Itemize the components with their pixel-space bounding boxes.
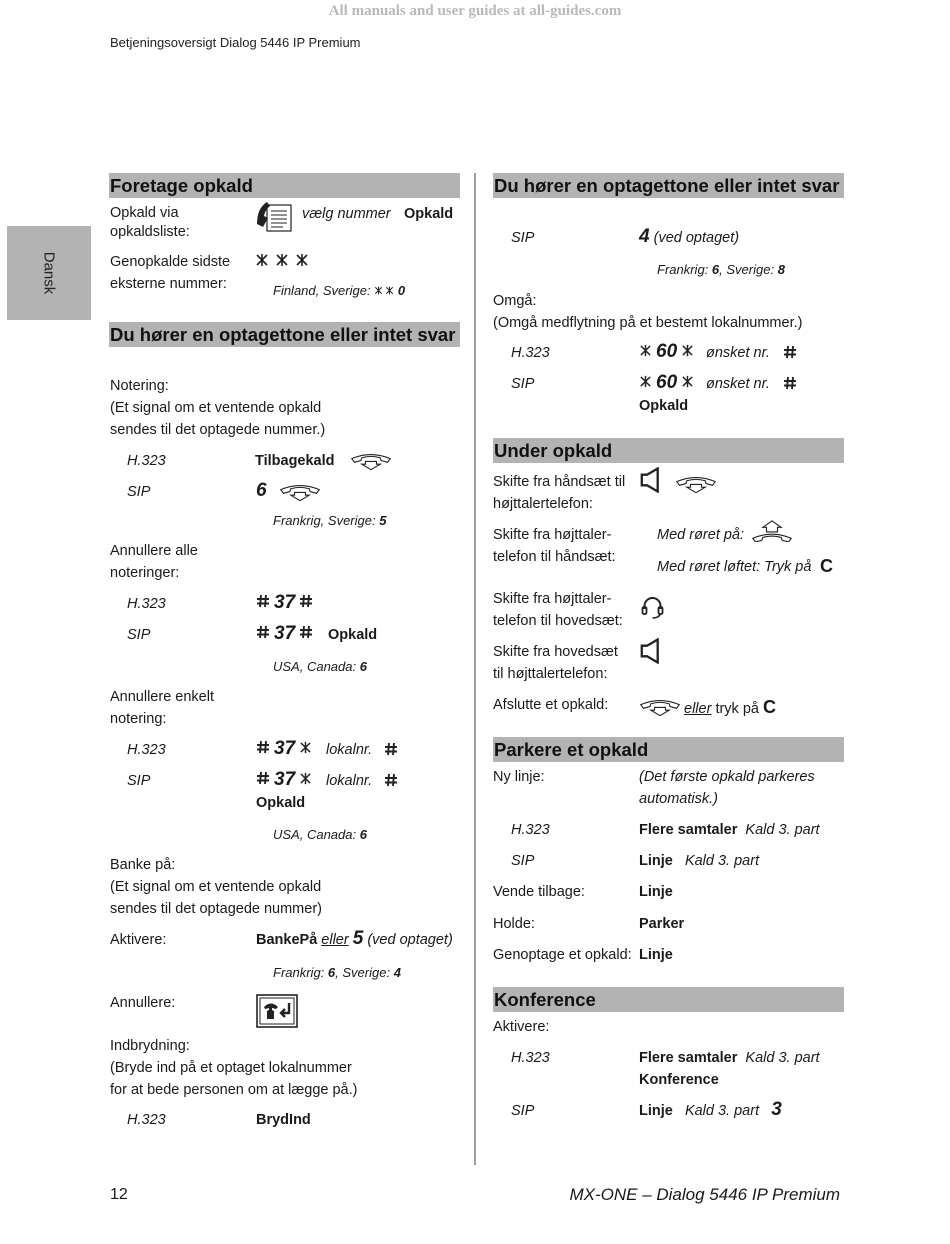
text-kald-3-part: Kald 3. part: [745, 822, 820, 838]
code-hash37star-sip: [256, 769, 312, 791]
code-hash37star-h323: [256, 738, 312, 760]
key-linje: Linje: [639, 853, 673, 869]
handset-down-icon: [349, 451, 393, 470]
key-linje: Linje: [639, 1103, 673, 1119]
asterisk-icon: [374, 286, 383, 295]
desc-omga: (Omgå medflytning på et bestemt lokalnummer.): [493, 315, 803, 331]
key-linje: Linje: [639, 947, 673, 963]
code-37: 37: [274, 769, 296, 790]
key-parker: Parker: [639, 916, 685, 932]
asterisk-icon: [275, 253, 289, 267]
note-sverige-digit: 4: [393, 965, 401, 980]
label-afslutte: Afslutte et opkald:: [493, 697, 609, 713]
text-tryk-pa: tryk på: [715, 701, 759, 717]
handset-down-icon: [674, 474, 718, 493]
protocol-sip: SIP: [511, 376, 535, 392]
note-frankrig-2: [273, 965, 401, 980]
row-linje-3: [639, 1099, 782, 1121]
label-genopkalde: Genopkalde sidste: [110, 254, 231, 270]
note-usa-digit: 6: [359, 827, 367, 842]
asterisk-icon: [255, 253, 269, 267]
section-heading-parkere: Parkere et opkald: [493, 737, 844, 762]
hash-icon: [384, 773, 398, 787]
label-opkaldsliste: opkaldsliste:: [110, 224, 190, 240]
row-flere-samtaler: [639, 822, 820, 838]
desc-indbrydning-1: (Bryde ind på et optaget lokalnummer: [110, 1060, 352, 1076]
label-eksterne-nummer: eksterne nummer:: [110, 276, 227, 292]
key-opkald: Opkald: [639, 398, 689, 414]
text-kald-3-part: Kald 3. part: [684, 853, 760, 869]
key-opkald: Opkald: [404, 206, 454, 222]
note-finland-digit: 0: [397, 283, 406, 298]
note-frankrig-label: Frankrig:: [273, 965, 325, 980]
row-bankepa: [256, 928, 453, 950]
text-eller: eller: [321, 932, 349, 948]
text-kald-3-part: Kald 3. part: [745, 1050, 820, 1066]
section-heading-optaget-left: Du hører en optagettone eller intet svar: [109, 322, 460, 347]
hash-icon: [256, 625, 270, 639]
label-holde: Holde:: [493, 916, 535, 932]
desc-notering-1: (Et signal om et ventende opkald: [110, 400, 322, 416]
asterisk-icon: [639, 344, 652, 357]
protocol-sip: SIP: [127, 484, 151, 500]
row-eller-tryk: [684, 697, 776, 718]
key-brydind: BrydInd: [256, 1112, 311, 1128]
note-frankrig-1-digit: 5: [379, 513, 387, 528]
note-frankrig-label: Frankrig:: [657, 262, 709, 277]
label-vende-tilbage: Vende tilbage:: [493, 884, 585, 900]
key-c: C: [762, 697, 776, 717]
asterisk-icon: [681, 375, 694, 388]
hash-icon: [299, 594, 313, 608]
note-frankrig-1: [273, 513, 386, 528]
code-37: 37: [274, 738, 296, 759]
key-bankepa: BankePå: [256, 932, 318, 948]
desc-banke-2: sendes til det optagede nummer): [110, 901, 322, 917]
language-side-tab: [7, 226, 91, 320]
hash-icon: [299, 625, 313, 639]
hash-icon: [256, 740, 270, 754]
text-ved-optaget: (ved optaget): [653, 230, 740, 246]
handset-up-icon: [750, 520, 794, 542]
headset-icon: [640, 595, 665, 619]
code-star60star-sip: [639, 372, 694, 394]
label-notering: Notering:: [110, 378, 169, 394]
protocol-h323: H.323: [127, 742, 166, 758]
protocol-h323: H.323: [127, 453, 166, 469]
label-haandsaet-til-hojttaler-1: Skifte fra håndsæt til: [493, 474, 626, 490]
note-sverige-label: , Sverige:: [719, 262, 775, 277]
protocol-h323: H.323: [511, 1050, 550, 1066]
key-konference: Konference: [639, 1072, 719, 1088]
code-hash37hash-h323: [256, 592, 313, 614]
key-tilbagekald: Tilbagekald: [255, 453, 335, 469]
handset-down-icon: [638, 697, 682, 716]
label-banke-pa: Banke på:: [110, 857, 176, 873]
asterisk-icon: [385, 286, 394, 295]
text-lokalnr: lokalnr.: [326, 773, 373, 789]
row-linje: [639, 853, 759, 869]
hash-icon: [384, 742, 398, 756]
code-60: 60: [656, 341, 678, 362]
note-frankrig-digit: 6: [711, 262, 720, 277]
note-usa-prefix: USA, Canada:: [273, 659, 357, 674]
label-indbrydning: Indbrydning:: [110, 1038, 190, 1054]
protocol-sip: SIP: [511, 230, 535, 246]
note-usa-digit: 6: [359, 659, 367, 674]
protocol-h323: H.323: [511, 345, 550, 361]
digit-6: 6: [256, 480, 267, 501]
text-lokalnr: lokalnr.: [326, 742, 373, 758]
text-onsket-nr: ønsket nr.: [706, 345, 770, 361]
text-med-roret-pa: Med røret på:: [657, 527, 745, 543]
text-kald-3-part: Kald 3. part: [684, 1103, 760, 1119]
label-annullere: Annullere:: [110, 995, 176, 1011]
label-genoptage: Genoptage et opkald:: [493, 947, 632, 963]
speaker-icon: [640, 467, 663, 493]
phonebook-icon: [255, 200, 293, 232]
asterisk-icon: [681, 344, 694, 357]
hash-icon: [783, 376, 797, 390]
protocol-sip: SIP: [511, 853, 535, 869]
section-heading-konference: Konference: [493, 987, 844, 1012]
note-finland: [273, 283, 405, 298]
text-vaelg-nummer: vælg nummer: [302, 206, 391, 222]
key-opkald: Opkald: [256, 795, 306, 811]
desc-parkeres-1: (Det første opkald parkeres: [639, 769, 815, 785]
hash-icon: [256, 771, 270, 785]
page-number: 12: [110, 1186, 128, 1203]
key-flere-samtaler: Flere samtaler: [639, 1050, 738, 1066]
label-hojttaler-til-haandsaet-1: Skifte fra højttaler-: [493, 527, 612, 543]
section-heading-foretage-opkald: Foretage opkald: [109, 173, 460, 198]
label-notering-single: notering:: [110, 711, 167, 727]
label-annullere-alle: Annullere alle: [110, 543, 198, 559]
key-linje: Linje: [639, 884, 673, 900]
label-opkald-via: Opkald via: [110, 205, 179, 221]
handset-down-icon: [278, 482, 322, 501]
text-ved-optaget: (ved optaget): [367, 932, 453, 948]
code-37: 37: [274, 623, 296, 644]
protocol-h323: H.323: [511, 822, 550, 838]
label-omga: Omgå:: [493, 293, 537, 309]
asterisk-icon: [299, 772, 312, 785]
note-frankrig-right: [657, 262, 785, 277]
desc-parkeres-2: automatisk.): [639, 791, 718, 807]
key-c: C: [820, 556, 833, 576]
note-frankrig-1-prefix: Frankrig, Sverige:: [273, 513, 376, 528]
protocol-sip: SIP: [127, 773, 151, 789]
code-hash37hash-sip: [256, 623, 313, 645]
watermark: All manuals and user guides at all-guides.com: [328, 3, 622, 19]
note-frankrig-digit: 6: [327, 965, 336, 980]
column-divider: [474, 173, 476, 1165]
desc-notering-2: sendes til det optagede nummer.): [110, 422, 326, 438]
note-sverige-digit: 8: [777, 262, 785, 277]
label-ny-linje: Ny linje:: [493, 769, 545, 785]
running-header: Betjeningsoversigt Dialog 5446 IP Premium: [110, 35, 361, 50]
asterisk-icon: [295, 253, 309, 267]
asterisk-icon: [639, 375, 652, 388]
star-star-star: [255, 253, 309, 271]
label-aktivere: Aktivere:: [110, 932, 167, 948]
label-aktivere: Aktivere:: [493, 1019, 550, 1035]
side-tab-label: Dansk: [40, 251, 58, 295]
hash-icon: [783, 345, 797, 359]
note-usa-prefix: USA, Canada:: [273, 827, 357, 842]
desc-banke-1: (Et signal om et ventende opkald: [110, 879, 322, 895]
code-37: 37: [274, 592, 296, 613]
code-60: 60: [656, 372, 678, 393]
footer-product: MX-ONE – Dialog 5446 IP Premium: [569, 1185, 840, 1204]
code-star60star-h323: [639, 341, 694, 363]
key-flere-samtaler: Flere samtaler: [639, 822, 738, 838]
label-hojttaler-til-haandsaet-2: telefon til håndsæt:: [493, 549, 616, 565]
digit-4: 4: [639, 226, 650, 247]
note-usa-1: [273, 659, 367, 674]
phone-return-icon: [256, 994, 298, 1028]
label-haandsaet-til-hojttaler-2: højttalertelefon:: [493, 496, 593, 512]
label-hojttaler-til-hovedsaet-1: Skifte fra højttaler-: [493, 591, 612, 607]
label-hovedsaet-til-hojttaler-1: Skifte fra hovedsæt: [493, 644, 618, 660]
section-heading-under-opkald: Under opkald: [493, 438, 844, 463]
section-heading-optaget-right: Du hører en optagettone eller intet svar: [493, 173, 844, 198]
note-usa-2: [273, 827, 367, 842]
label-hovedsaet-til-hojttaler-2: til højttalertelefon:: [493, 666, 608, 682]
row-flere-samtaler: [639, 1050, 820, 1066]
digit-5: 5: [352, 928, 364, 949]
protocol-sip: SIP: [511, 1103, 535, 1119]
text-med-roret-loftet: Med røret løftet: Tryk på: [657, 559, 812, 575]
key-opkald: Opkald: [328, 627, 378, 643]
label-noteringer: noteringer:: [110, 565, 180, 581]
protocol-sip: SIP: [127, 627, 151, 643]
protocol-h323: H.323: [127, 596, 166, 612]
digit-3: 3: [771, 1099, 782, 1120]
asterisk-icon: [299, 741, 312, 754]
label-hojttaler-til-hovedsaet-2: telefon til hovedsæt:: [493, 613, 623, 629]
protocol-h323: H.323: [127, 1112, 166, 1128]
label-annullere-enkelt: Annullere enkelt: [110, 689, 214, 705]
desc-indbrydning-2: for at bede personen om at lægge på.): [110, 1082, 358, 1098]
note-sverige-label: , Sverige:: [335, 965, 391, 980]
text-onsket-nr: ønsket nr.: [706, 376, 770, 392]
text-eller: eller: [684, 701, 712, 717]
row-digit4: [639, 226, 739, 248]
speaker-icon: [640, 638, 663, 664]
note-finland-prefix: Finland, Sverige:: [273, 283, 371, 298]
hash-icon: [256, 594, 270, 608]
